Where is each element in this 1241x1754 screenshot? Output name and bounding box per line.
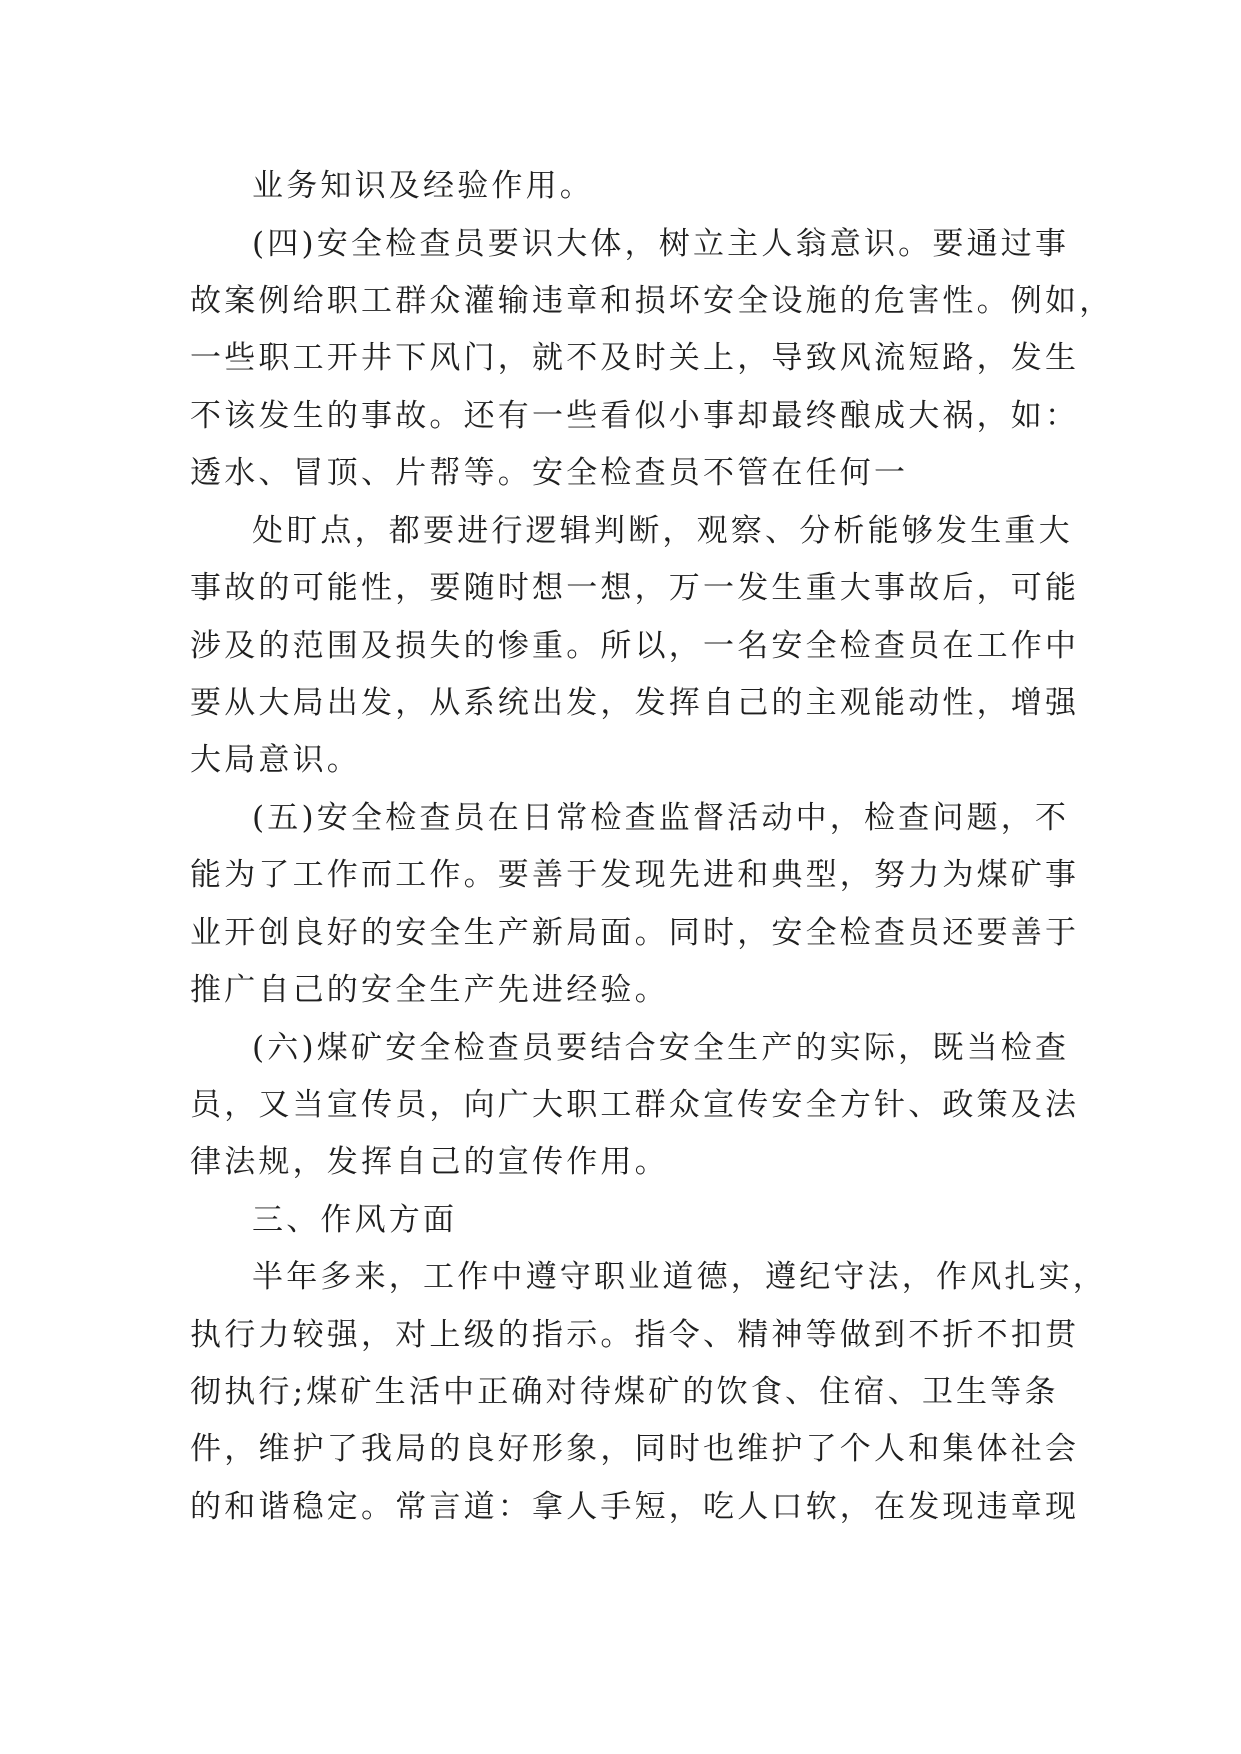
text-line: 件，维护了我局的良好形象，同时也维护了个人和集体社会 [190, 1431, 1080, 1467]
text-line: 一些职工开井下风门，就不及时关上，导致风流短路，发生 [190, 340, 1080, 376]
text-line: 不该发生的事故。还有一些看似小事却最终酿成大祸，如： [190, 398, 1080, 434]
text-line: 要从大局出发，从系统出发，发挥自己的主观能动性，增强 [190, 685, 1080, 721]
text-line: 执行力较强，对上级的指示。指令、精神等做到不折不扣贯 [190, 1317, 1080, 1353]
text-line: 能为了工作而工作。要善于发现先进和典型，努力为煤矿事 [190, 857, 1080, 893]
text-line: 故案例给职工群众灌输违章和损坏安全设施的危害性。例如， [190, 283, 1114, 319]
text-line: 半年多来，工作中遵守职业道德，遵纪守法，作风扎实， [252, 1259, 1107, 1295]
text-line: 彻执行;煤矿生活中正确对待煤矿的饮食、住宿、卫生等条 [190, 1374, 1059, 1410]
section-heading: 三、作风方面 [252, 1202, 458, 1238]
text-line: 推广自己的安全生产先进经验。 [190, 972, 669, 1008]
text-line: (六)煤矿安全检查员要结合安全生产的实际，既当检查 [252, 1030, 1070, 1066]
text-line: 业务知识及经验作用。 [252, 168, 594, 204]
text-line: (四)安全检查员要识大体，树立主人翁意识。要通过事 [252, 226, 1070, 262]
text-line: 员，又当宣传员，向广大职工群众宣传安全方针、政策及法 [190, 1087, 1080, 1123]
text-line: 事故的可能性，要随时想一想，万一发生重大事故后，可能 [190, 570, 1080, 606]
text-line: 处盯点，都要进行逻辑判断，观察、分析能够发生重大 [252, 513, 1073, 549]
text-line: 的和谐稳定。常言道：拿人手短，吃人口软，在发现违章现 [190, 1489, 1080, 1525]
text-line: (五)安全检查员在日常检查监督活动中，检查问题，不 [252, 800, 1070, 836]
text-line: 透水、冒顶、片帮等。安全检查员不管在任何一 [190, 455, 909, 491]
text-line: 业开创良好的安全生产新局面。同时，安全检查员还要善于 [190, 915, 1080, 951]
text-line: 律法规，发挥自己的宣传作用。 [190, 1144, 669, 1180]
text-line: 涉及的范围及损失的惨重。所以，一名安全检查员在工作中 [190, 628, 1080, 664]
text-line: 大局意识。 [190, 742, 361, 778]
